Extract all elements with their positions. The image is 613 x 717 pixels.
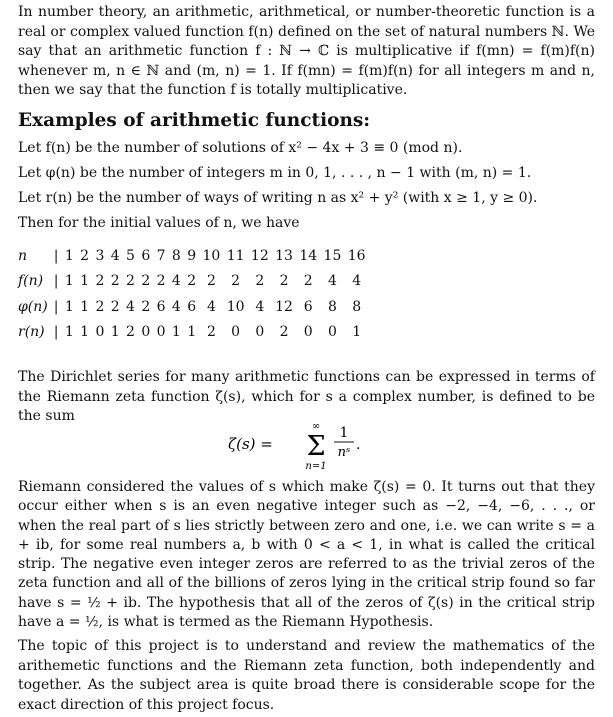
fraction-numerator: 1 <box>339 425 349 441</box>
table-cell: 6 <box>141 247 151 264</box>
table-cell: 4 <box>206 298 216 315</box>
sum-sign: Σ <box>306 431 326 462</box>
sum-lower-limit: n=1 <box>305 461 327 472</box>
values-table <box>14 243 369 345</box>
table-cell: 4 <box>171 298 181 315</box>
table-cell: 2 <box>141 298 151 315</box>
table-cell: 2 <box>95 298 105 315</box>
table-cell: 6 <box>156 298 166 315</box>
table-cell: 0 <box>327 324 337 341</box>
table-cell: 1 <box>171 324 181 341</box>
table-cell: 2 <box>80 247 90 264</box>
table-cell: 4 <box>126 298 135 315</box>
table-cell: 15 <box>323 247 342 264</box>
row-label: φ(n) <box>18 298 48 315</box>
row-separator: | <box>53 324 59 341</box>
row-separator: | <box>53 273 59 290</box>
table-cell: 4 <box>110 247 120 264</box>
row-label: f(n) <box>18 273 44 290</box>
example-r: Let r(n) be the number of ways of writing n as x² + y² (with x ≥ 1, y ≥ 0). <box>18 190 538 206</box>
table-cell: 1 <box>64 324 74 341</box>
table-cell: 2 <box>206 273 216 290</box>
table-cell: 2 <box>141 273 151 290</box>
row-label: n <box>18 247 28 264</box>
table-cell: 16 <box>347 247 366 264</box>
table-cell: 2 <box>95 273 105 290</box>
table-cell: 3 <box>95 247 105 264</box>
table-cell: 0 <box>95 324 105 341</box>
table-cell: 4 <box>327 273 337 290</box>
example-f: Let f(n) be the number of solutions of x² − 4x + 3 ≡ 0 (mod n). <box>18 140 463 156</box>
table-cell: 2 <box>231 273 241 290</box>
table-intro: Then for the initial values of n, we have <box>18 215 300 231</box>
row-separator: | <box>53 247 59 264</box>
table-cell: 2 <box>187 273 197 290</box>
table-cell: 2 <box>303 273 313 290</box>
table-cell: 2 <box>279 273 289 290</box>
table-cell: 2 <box>110 273 120 290</box>
example-phi: Let φ(n) be the number of integers m in 0, 1, . . . , n − 1 with (m, n) = 1. <box>18 165 532 181</box>
topic-paragraph: The topic of this project is to understand and review the mathematics of the arithemetic functions and the Riemann zeta function, both independently and together. As the subject area is quite broad there is considerable scope for the exact direction of this project focus. <box>18 638 595 713</box>
dirichlet-paragraph: The Dirichlet series for many arithmetic functions can be expressed in terms of the Riemann zeta function ζ(s), which for s a complex number, is defined to be the sum <box>18 369 595 424</box>
row-label: r(n) <box>18 324 45 341</box>
table-cell: 0 <box>231 324 241 341</box>
table-cell: 0 <box>156 324 166 341</box>
table-cell: 2 <box>279 324 289 341</box>
zeta-formula <box>0 418 613 472</box>
table-cell: 5 <box>126 247 135 264</box>
table-cell: 0 <box>255 324 265 341</box>
table-cell: 1 <box>64 298 74 315</box>
table-cell: 8 <box>171 247 181 264</box>
table-row <box>14 320 369 346</box>
table-cell: 12 <box>275 298 293 315</box>
intro-paragraph: In number theory, an arithmetic, arithmetical, or number-theoretic function is a real or complex valued function f(n) defined on the set of natural numbers ℕ. We say that an arithmetic function f : ℕ → ℂ is multiplicative if f(mn) = f(m)f(n) whenever m, n ∈ ℕ and (m, n) = 1. If f(mn) = f(m)f(n) for all integers m and n, then we say that the function f is totally multiplicative. <box>18 4 595 98</box>
table-cell: 2 <box>206 324 216 341</box>
table-cell: 6 <box>187 298 197 315</box>
table-cell: 1 <box>80 273 90 290</box>
table-cell: 1 <box>80 324 90 341</box>
section-heading: Examples of arithmetic functions: <box>18 110 371 131</box>
formula-lhs: ζ(s) = <box>228 435 273 453</box>
riemann-paragraph: Riemann considered the values of s which make ζ(s) = 0. It turns out that they occur either when s is an even negative integer such as −2, −4, −6, . . ., or when the real part of s lies strictly between zero and one, i.e. we can write s = a + ib, for some real numbers a, b with 0 < a < 1, in what is called the critical strip. The negative even integer zeros are referred to as the trivial zeros of the zeta function and all of the billions of zeros lying in the critical strip found so far have s = ½ + ib. The hypothesis that all of the zeros of ζ(s) in the critical strip have a = ½, is what is termed as the Riemann Hypothesis. <box>18 479 595 631</box>
table-cell: 1 <box>187 324 197 341</box>
table-cell: 2 <box>110 298 120 315</box>
table-cell: 1 <box>64 273 74 290</box>
table-cell: 8 <box>327 298 337 315</box>
sum-upper-limit: ∞ <box>311 421 321 432</box>
table-cell: 11 <box>226 247 245 264</box>
table-cell: 1 <box>80 298 90 315</box>
table-row <box>14 243 369 269</box>
fraction-denominator: nˢ <box>337 445 351 460</box>
table-cell: 2 <box>156 273 166 290</box>
table-cell: 9 <box>187 247 197 264</box>
table-cell: 14 <box>299 247 318 264</box>
table-cell: 6 <box>303 298 313 315</box>
table-row <box>14 294 369 320</box>
table-cell: 13 <box>275 247 293 264</box>
table-cell: 1 <box>110 324 120 341</box>
table-cell: 10 <box>202 247 221 264</box>
table-cell: 4 <box>255 298 265 315</box>
table-cell: 1 <box>64 247 74 264</box>
table-cell: 4 <box>352 273 362 290</box>
table-cell: 8 <box>352 298 362 315</box>
table-cell: 1 <box>352 324 362 341</box>
table-cell: 4 <box>171 273 181 290</box>
table-cell: 0 <box>303 324 313 341</box>
row-separator: | <box>53 298 59 315</box>
table-cell: 7 <box>156 247 166 264</box>
table-cell: 12 <box>250 247 269 264</box>
table-cell: 2 <box>126 324 135 341</box>
table-cell: 2 <box>255 273 265 290</box>
table-cell: 0 <box>141 324 151 341</box>
table-cell: 2 <box>126 273 135 290</box>
table-cell: 10 <box>226 298 245 315</box>
table-row <box>14 269 369 295</box>
formula-period: . <box>356 437 361 453</box>
